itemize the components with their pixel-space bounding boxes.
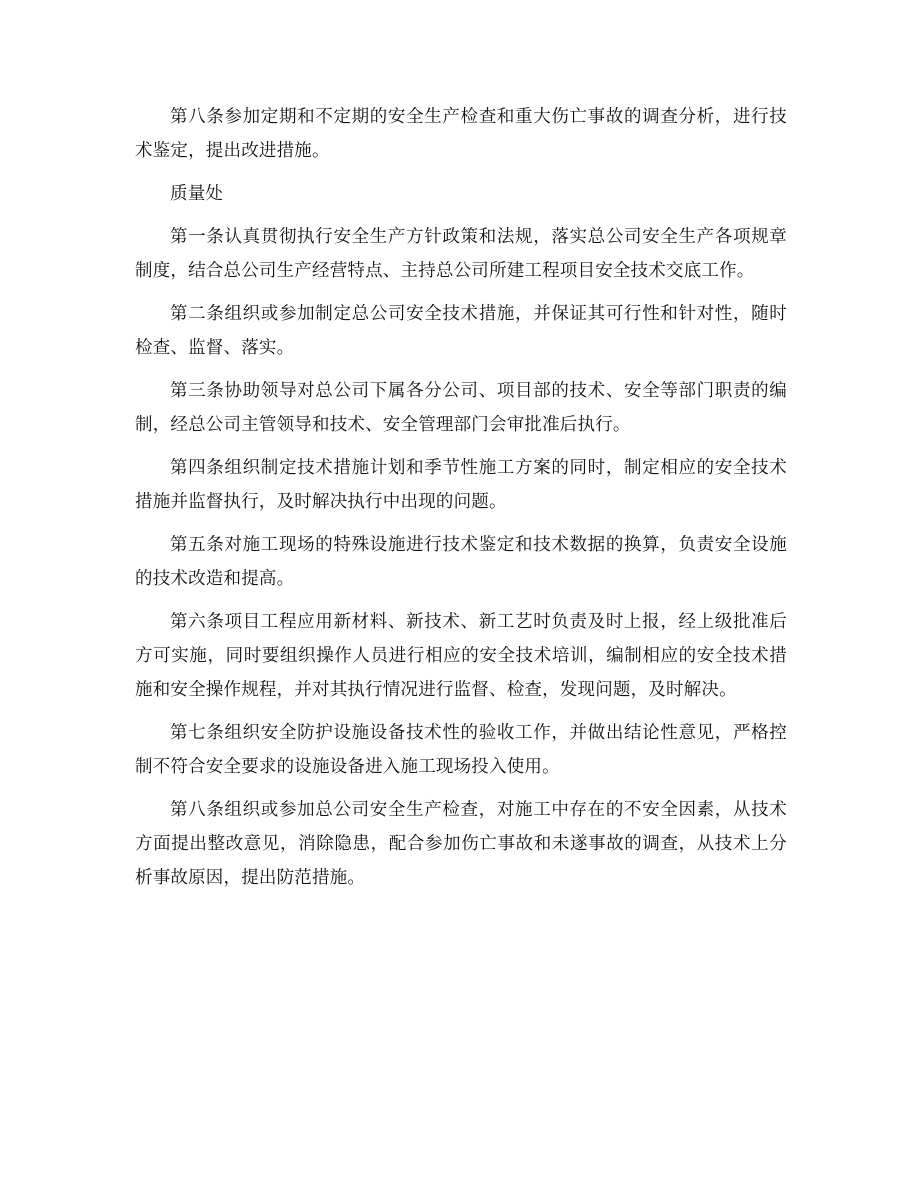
paragraph-article-3: 第三条协助领导对总公司下属各分公司、项目部的技术、安全等部门职责的编制，经总公司主管领导和技术、安全管理部门会审批准后执行。 xyxy=(135,381,787,435)
paragraph-article-2: 第二条组织或参加制定总公司安全技术措施，并保证其可行性和针对性，随时检查、监督、落实。 xyxy=(135,304,787,358)
document-body xyxy=(135,100,787,904)
paragraph-article-6: 第六条项目工程应用新材料、新技术、新工艺时负责及时上报，经上级批准后方可实施，同时要组织操作人员进行相应的安全技术培训，编制相应的安全技术措施和安全操作规程，并对其执行情况进行监督、检查，发现问题，及时解决。 xyxy=(135,612,787,700)
paragraph-article-5: 第五条对施工现场的特殊设施进行技术鉴定和技术数据的换算，负责安全设施的技术改造和提高。 xyxy=(135,535,787,589)
paragraph-article-8-inspection: 第八条参加定期和不定期的安全生产检查和重大伤亡事故的调查分析，进行技术鉴定，提出改进措施。 xyxy=(135,107,787,161)
section-heading-quality-dept: 质量处 xyxy=(170,184,224,204)
paragraph-article-7: 第七条组织安全防护设施设备技术性的验收工作，并做出结论性意见，严格控制不符合安全要求的设施设备进入施工现场投入使用。 xyxy=(135,723,787,777)
paragraph-article-4: 第四条组织制定技术措施计划和季节性施工方案的同时，制定相应的安全技术措施并监督执行，及时解决执行中出现的问题。 xyxy=(135,458,787,512)
paragraph-article-1: 第一条认真贯彻执行安全生产方针政策和法规，落实总公司安全生产各项规章制度，结合总公司生产经营特点、主持总公司所建工程项目安全技术交底工作。 xyxy=(135,227,787,281)
paragraph-article-8: 第八条组织或参加总公司安全生产检查，对施工中存在的不安全因素，从技术方面提出整改意见，消除隐患，配合参加伤亡事故和未遂事故的调查，从技术上分析事故原因，提出防范措施。 xyxy=(135,800,787,888)
